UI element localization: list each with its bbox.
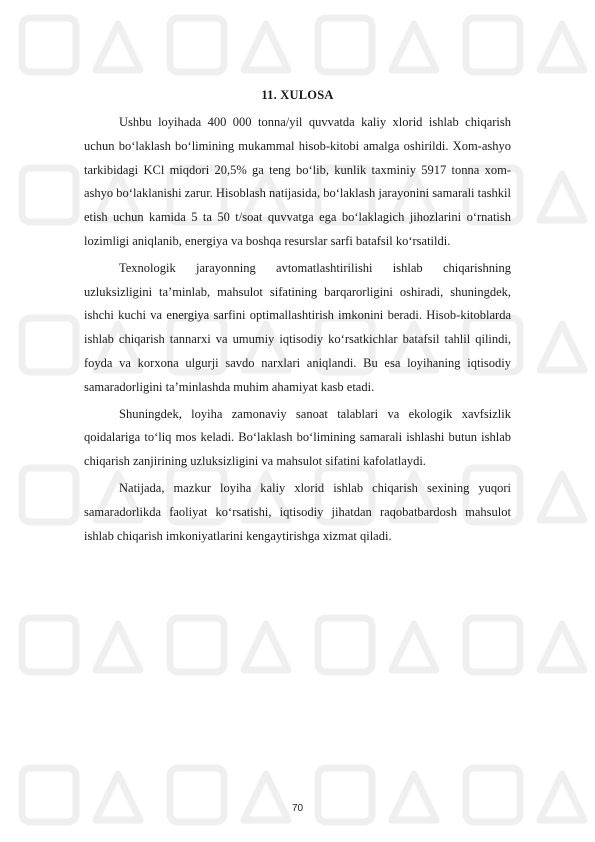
paragraph-2: Texnologik jarayonning avtomatlashtirilishi ishlab chiqarishning uzluksizligini ta’minlab, mahsulot sifatining barqarorligini oshiradi, shuningdek, ishchi kuchi va energiya sarfini optimallashtirish imkonini beradi. Hisob-kitoblarda ishlab chiqarish tannarxi va umumiy iqtisodiy ko‘rsatkichlar batafsil tahlil qilindi, foyda va korxona ulgurji savdo narxlari aniqlandi. Bu esa loyihaning iqtisodiy samaradorligini ta’minlashda muhim ahamiyat kasb etadi. [84, 260, 511, 394]
watermark-triangle [96, 24, 140, 70]
watermark-triangle [244, 624, 288, 670]
watermark-triangle [540, 24, 584, 70]
watermark-tile [318, 618, 372, 672]
watermark-tile [22, 318, 76, 372]
watermark-tile [318, 18, 372, 72]
section-title: 11. XULOSA [261, 88, 334, 102]
watermark-triangle [540, 474, 584, 520]
watermark-tile [22, 618, 76, 672]
watermark-tile [466, 18, 520, 72]
watermark-tile [22, 18, 76, 72]
watermark-tile [170, 618, 224, 672]
page-body [84, 88, 511, 551]
watermark-triangle [392, 624, 436, 670]
watermark-triangle [392, 24, 436, 70]
watermark-tile [22, 168, 76, 222]
page-number: 70 [291, 803, 304, 814]
paragraph-4: Natijada, mazkur loyiha kaliy xlorid ishlab chiqarish sexining yuqori samaradorlikda faoliyat ko‘rsatishi, iqtisodiy jihatdan raqobatbardosh mahsulot ishlab chiqarish imkoniyatlarini kengaytirishga xizmat qiladi. [84, 480, 511, 543]
watermark-tile [170, 18, 224, 72]
watermark-triangle [540, 324, 584, 370]
watermark-tile [466, 618, 520, 672]
watermark-triangle [244, 24, 288, 70]
watermark-tile [22, 468, 76, 522]
paragraph-1: Ushbu loyihada 400 000 tonna/yil quvvatda kaliy xlorid ishlab chiqarish uchun bo‘laklash bo‘limining mukammal hisob-kitobi amalga oshirildi. Xom-ashyo tarkibidagi KCl miqdori 20,5% ga teng bo‘lib, kunlik taxminiy 5917 tonna xom-ashyo bo‘laklanishi zarur. Hisoblash natijasida, bo‘laklash jarayonini samarali tashkil etish uchun kamida 5 ta 50 t/soat quvvatga ega bo‘laklagich jihozlarini o‘rnatish lozimligi aniqlanib, energiya va boshqa resurslar sarfi batafsil ko‘rsatildi. [84, 115, 511, 248]
watermark-triangle [96, 624, 140, 670]
paragraph-3: Shuningdek, loyiha zamonaviy sanoat talablari va ekologik xavfsizlik qoidalariga to‘liq mos keladi. Bo‘laklash bo‘limining samarali ishlashi butun ishlab chiqarish zanjirining uzluksizligini va mahsulot sifatini kafolatlaydi. [84, 406, 511, 469]
watermark-triangle [540, 624, 584, 670]
watermark-triangle [540, 174, 584, 220]
